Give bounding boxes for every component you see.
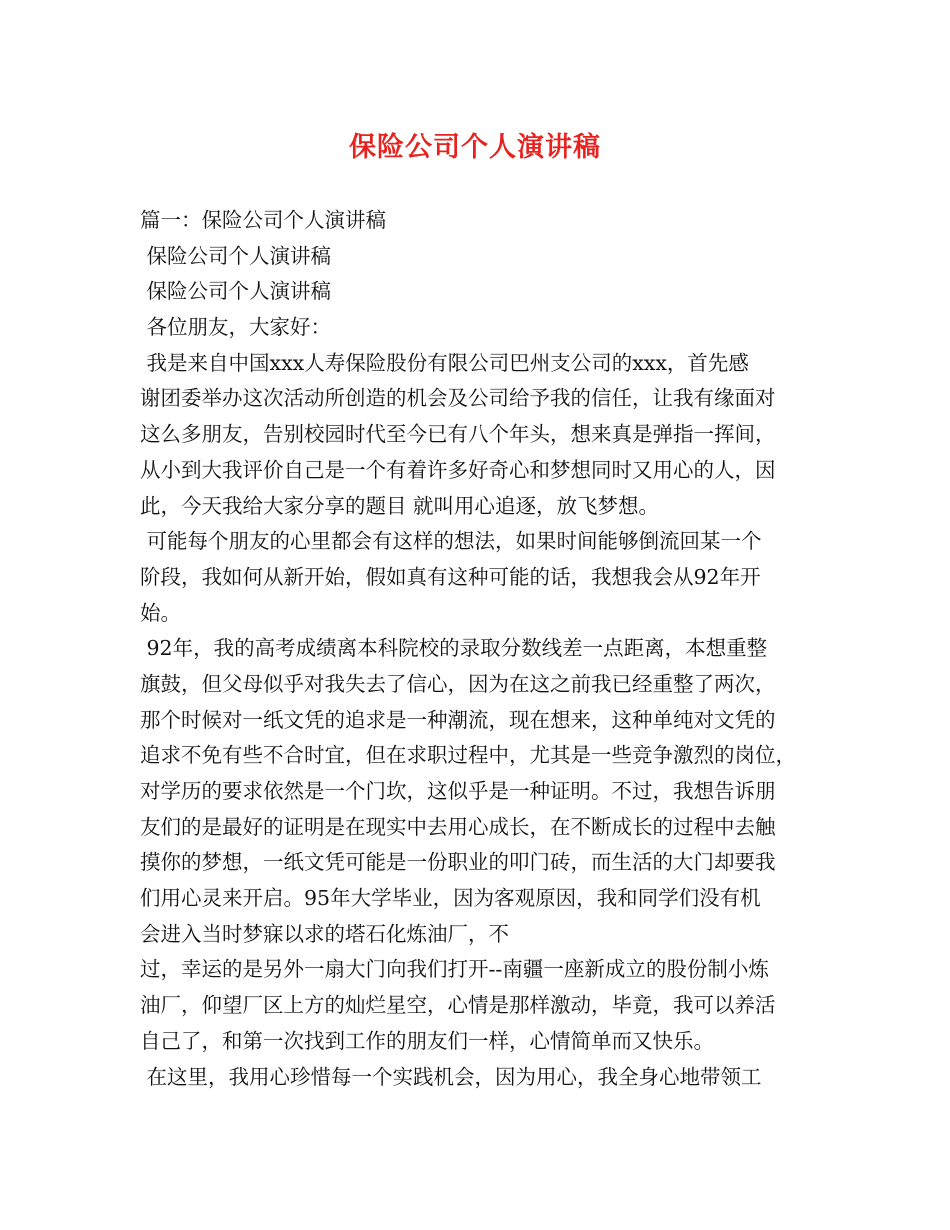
body-line: 油厂，仰望厂区上方的灿烂星空，心情是那样激动，毕竟，我可以养活	[140, 993, 776, 1018]
body-line: 篇一：保险公司个人演讲稿	[140, 208, 386, 232]
body-line: 阶段，我如何从新开始，假如真有这种可能的话，我想我会从92年开	[140, 564, 761, 589]
body-line: 摸你的梦想，一纸文凭可能是一份职业的叩门砖，而生活的大门却要我	[140, 850, 776, 875]
body-line: 追求不免有些不合时宜，但在求职过程中，尤其是一些竞争激烈的岗位，	[140, 743, 796, 768]
body-line: 此，今天我给大家分享的题目 就叫用心追逐，放飞梦想。	[140, 493, 660, 518]
body-line: 各位朋友，大家好：	[140, 315, 332, 340]
body-line: 那个时候对一纸文凭的追求是一种潮流，现在想来，这种单纯对文凭的	[140, 707, 776, 732]
body-line: 这么多朋友，告别校园时代至今已有八个年头，想来真是弹指一挥间，	[140, 422, 776, 447]
body-line: 会进入当时梦寐以求的塔石化炼油厂，不	[140, 921, 509, 946]
body-line: 92年，我的高考成绩离本科院校的录取分数线差一点距离，本想重整	[140, 636, 768, 661]
body-line: 们用心灵来开启。95年大学毕业，因为客观原因，我和同学们没有机	[140, 886, 761, 911]
body-line: 我是来自中国xxx人寿保险股份有限公司巴州支公司的xxx，首先感	[140, 350, 749, 375]
body-line: 过，幸运的是另外一扇大门向我们打开--南疆一座新成立的股份制小炼	[140, 957, 769, 982]
document-body	[140, 203, 820, 1095]
body-line: 友们的是最好的证明是在现实中去用心成长，在不断成长的过程中去触	[140, 814, 776, 839]
body-line: 可能每个朋友的心里都会有这样的想法，如果时间能够倒流回某一个	[140, 529, 762, 554]
body-line: 始。	[140, 600, 181, 625]
body-line: 对学历的要求依然是一个门坎，这似乎是一种证明。不过，我想告诉朋	[140, 779, 776, 803]
body-line: 谢团委举办这次活动所创造的机会及公司给予我的信任，让我有缘面对	[140, 386, 776, 411]
body-line: 旗鼓，但父母似乎对我失去了信心，因为在这之前我已经重整了两次，	[140, 671, 776, 696]
document-title: 保险公司个人演讲稿	[349, 132, 601, 163]
body-line: 自己了，和第一次找到工作的朋友们一样，心情简单而又快乐。	[140, 1028, 714, 1053]
body-line: 在这里，我用心珍惜每一个实践机会，因为用心，我全身心地带领工	[140, 1064, 762, 1089]
body-line: 从小到大我评价自己是一个有着许多好奇心和梦想同时又用心的人，因	[140, 457, 776, 482]
body-line: 保险公司个人演讲稿	[140, 243, 332, 268]
body-line: 保险公司个人演讲稿	[140, 279, 332, 304]
